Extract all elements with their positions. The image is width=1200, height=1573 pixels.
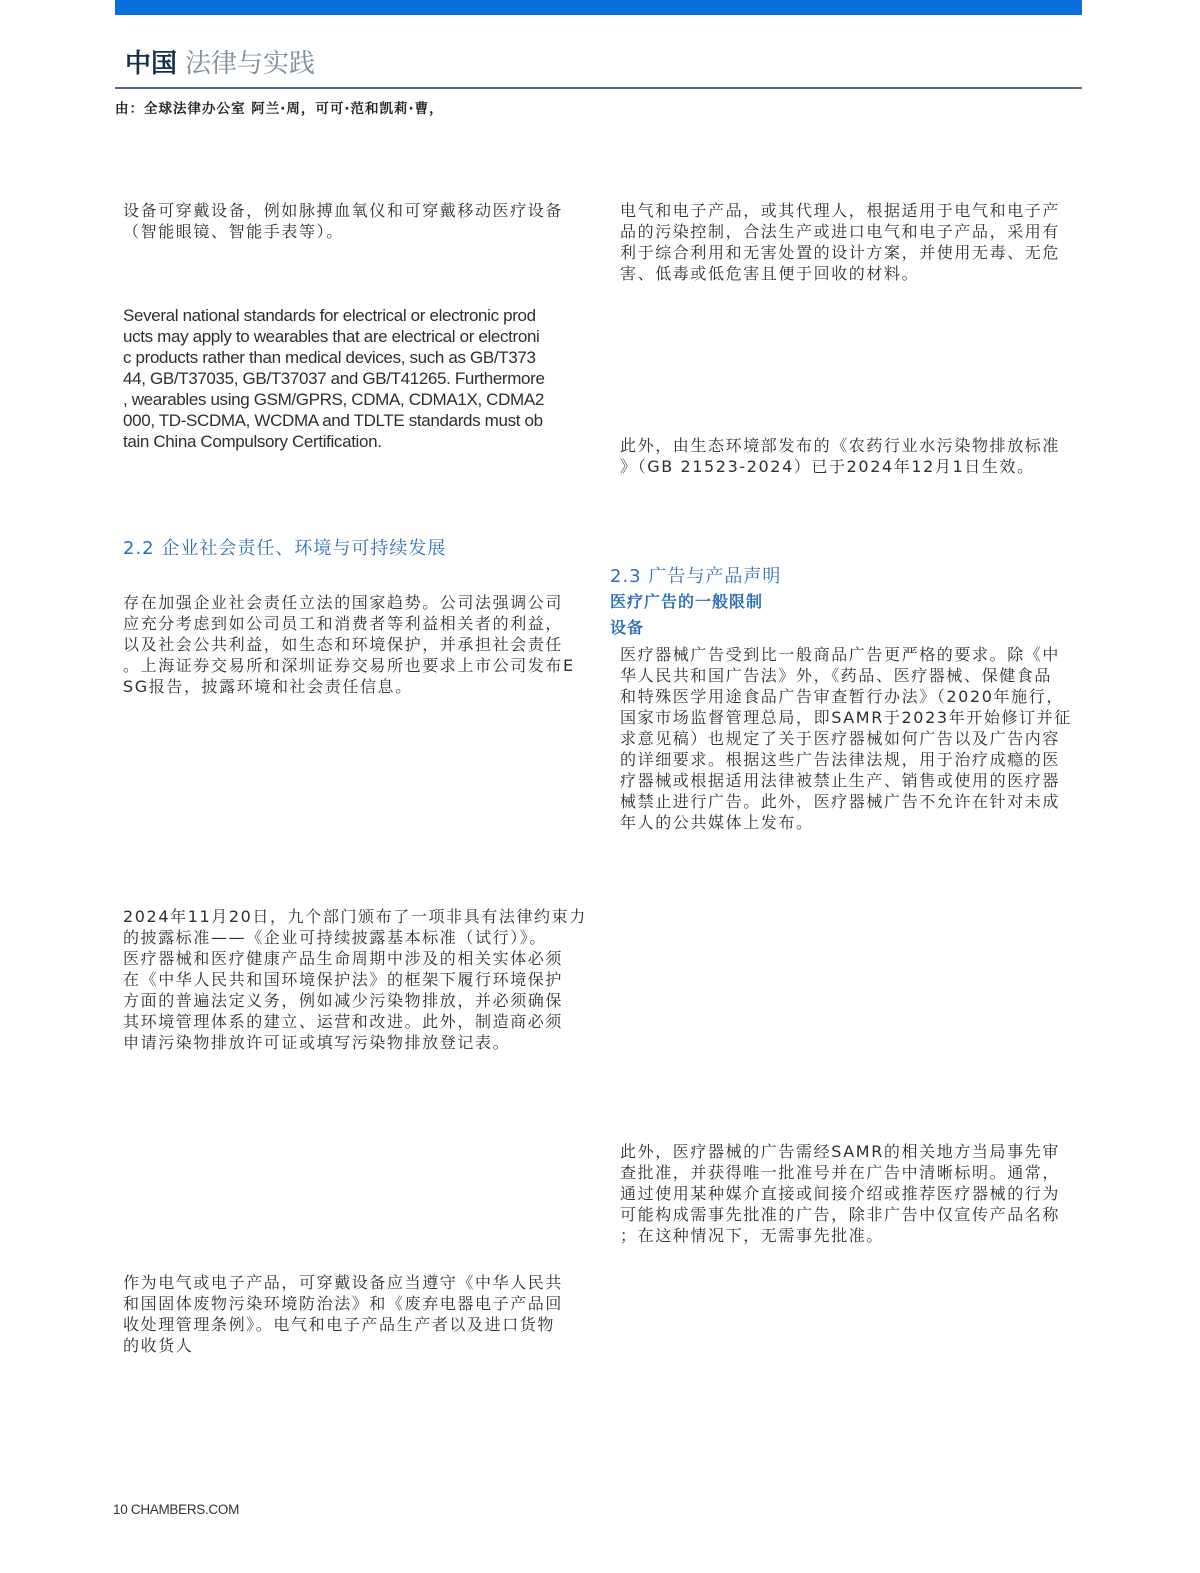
text-line: 44, GB/T37035, GB/T37037 and GB/T41265. Furthermore [123, 369, 545, 388]
paragraph-sustainability-disclosure [123, 906, 587, 1053]
text-line: 其环境管理体系的建立、运营和改进。此外，制造商必须 [123, 1012, 564, 1031]
text-line: 。上海证券交易所和深圳证券交易所也要求上市公司发布E [123, 656, 575, 675]
text-line: 医疗器械和医疗健康产品生命周期中涉及的相关实体必须 [123, 949, 564, 968]
text-line: 申请污染物排放许可证或填写污染物排放登记表。 [123, 1033, 511, 1052]
text-line: 疗器械或根据适用法律被禁止生产、销售或使用的医疗器 [620, 771, 1061, 790]
paragraph-national-standards [123, 305, 545, 452]
header-accent-bar [115, 0, 1082, 15]
text-line: 械禁止进行广告。此外，医疗器械广告不允许在针对未成 [620, 792, 1061, 811]
text-line: 害、低毒或低危害且便于回收的材料。 [620, 264, 920, 283]
text-line: 通过使用某种媒介直接或间接介绍或推荐医疗器械的行为 [620, 1184, 1061, 1203]
text-line: 2024年11月20日，九个部门颁布了一项非具有法律约束力 [123, 907, 587, 926]
text-line: SG报告，披露环境和社会责任信息。 [123, 677, 413, 696]
text-line: 此外，医疗器械的广告需经SAMR的相关地方当局事先审 [620, 1142, 1060, 1161]
paragraph-pollution-control [620, 200, 1060, 284]
text-line: 求意见稿）也规定了关于医疗器械如何广告以及广告内容 [620, 729, 1061, 748]
paragraph-advertising-requirements [620, 644, 1072, 833]
section-heading-2-2: 2.2 企业社会责任、环境与可持续发展 [123, 538, 447, 559]
paragraph-pesticide-standard [620, 435, 1060, 477]
header-divider [115, 87, 1082, 89]
text-line: 在《中华人民共和国环境保护法》的框架下履行环境保护 [123, 970, 564, 989]
text-line: 和特殊医学用途食品广告审查暂行办法》（2020年施行， [620, 687, 1064, 706]
subheading-devices: 设备 [610, 618, 645, 637]
text-line: ；在这种情况下，无需事先批准。 [620, 1226, 885, 1245]
text-line: 存在加强企业社会责任立法的国家趋势。公司法强调公司 [123, 593, 564, 612]
text-line: 华人民共和国广告法》外，《药品、医疗器械、保健食品 [620, 666, 1053, 685]
text-line: 可能构成需事先批准的广告，除非广告中仅宣传产品名称 [620, 1205, 1061, 1224]
paragraph-wearables [123, 200, 563, 242]
text-line: （智能眼镜、智能手表等）。 [123, 222, 344, 241]
text-line: 》（GB 21523-2024）已于2024年12月1日生效。 [620, 457, 1035, 476]
byline: 由：全球法律办公室 阿兰·周，可可·范和凯莉·曹， [115, 101, 444, 117]
text-line: ucts may apply to wearables that are electrical or electroni [123, 327, 540, 346]
text-line: 的详细要求。根据这些广告法律法规，用于治疗成瘾的医 [620, 750, 1061, 769]
text-line: , wearables using GSM/GPRS, CDMA, CDMA1X, CDMA2 [123, 390, 544, 409]
text-line: 品的污染控制，合法生产或进口电气和电子产品，采用有 [620, 222, 1061, 241]
text-line: 电气和电子产品，或其代理人，根据适用于电气和电子产 [620, 201, 1061, 220]
text-line: 的收货人 [123, 1336, 194, 1355]
text-line: 年人的公共媒体上发布。 [620, 813, 814, 832]
text-line: Several national standards for electrical or electronic prod [123, 306, 536, 325]
text-line: 000, TD-SCDMA, WCDMA and TDLTE standards must ob [123, 411, 543, 430]
text-line: 的披露标准——《企业可持续披露基本标准（试行）》。 [123, 928, 548, 947]
page-footer: 10 CHAMBERS.COM [113, 1502, 240, 1517]
text-line: 和国固体废物污染环境防治法》和《废弃电器电子产品回 [123, 1294, 564, 1313]
paragraph-csr [123, 592, 575, 697]
text-line: tain China Compulsory Certification. [123, 432, 382, 451]
page-title [125, 46, 315, 82]
text-line: 此外，由生态环境部发布的《农药行业水污染物排放标准 [620, 436, 1061, 455]
paragraph-advertising-approval [620, 1141, 1060, 1246]
text-line: 国家市场监督管理总局，即SAMR于2023年开始修订并征 [620, 708, 1072, 727]
text-line: 设备可穿戴设备，例如脉搏血氧仪和可穿戴移动医疗设备 [123, 201, 564, 220]
text-line: 收处理管理条例》。电气和电子产品生产者以及进口货物 [123, 1315, 556, 1334]
text-line: 作为电气或电子产品，可穿戴设备应当遵守《中华人民共 [123, 1273, 564, 1292]
subheading-general-restrictions: 医疗广告的一般限制 [610, 592, 764, 611]
text-line: 以及社会公共利益，如生态和环境保护，并承担社会责任 [123, 635, 564, 654]
text-line: 利于综合利用和无害处置的设计方案，并使用无毒、无危 [620, 243, 1061, 262]
text-line: c products rather than medical devices, such as GB/T373 [123, 348, 536, 367]
text-line: 方面的普遍法定义务，例如减少污染物排放，并必须确保 [123, 991, 564, 1010]
text-line: 应充分考虑到如公司员工和消费者等利益相关者的利益， [123, 614, 564, 633]
title-country: 中国 [125, 49, 178, 79]
paragraph-waste-electrical [123, 1272, 563, 1356]
section-heading-2-3: 2.3 广告与产品声明 [610, 566, 782, 587]
text-line: 查批准，并获得唯一批准号并在广告中清晰标明。通常， [620, 1163, 1061, 1182]
text-line: 医疗器械广告受到比一般商品广告更严格的要求。除《中 [620, 645, 1061, 664]
title-subtitle: 法律与实践 [185, 49, 316, 79]
